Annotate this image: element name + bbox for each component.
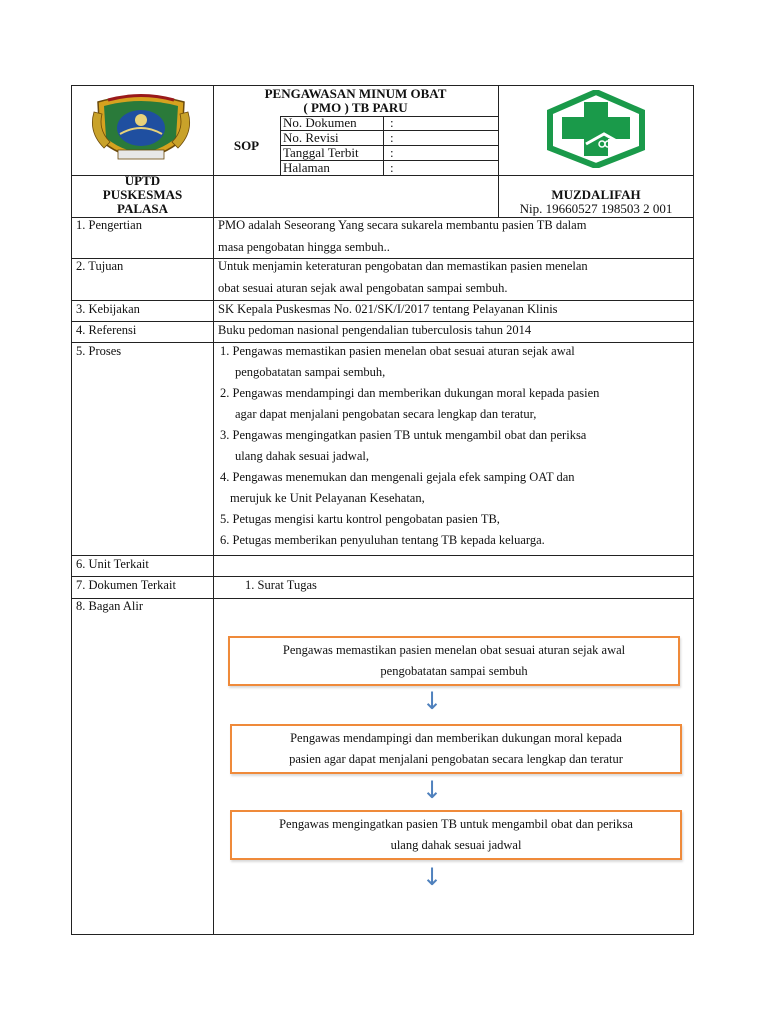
proses-line: 5. Petugas mengisi kartu kontrol pengobatan pasien TB,: [220, 512, 500, 526]
field-no-revisi-sep: :: [390, 130, 394, 145]
field-halaman-label: Halaman: [283, 160, 330, 175]
flow-step-1-line1: Pengawas memastikan pasien menelan obat sesuai aturan sejak awal: [282, 643, 626, 657]
flow-arrow-down-icon: ↓: [422, 863, 443, 891]
row-label-proses: 5. Proses: [76, 344, 122, 358]
org-line-puskesmas: PUSKESMAS: [102, 187, 183, 202]
regional-seal-logo: [90, 92, 192, 168]
flow-step-3-line1: Pengawas mengingatkan pasien TB untuk mengambil obat dan periksa: [279, 817, 633, 831]
proses-line: 1. Pengawas memastikan pasien menelan obat sesuai aturan sejak awal: [220, 344, 575, 358]
kebijakan-text: SK Kepala Puskesmas No. 021/SK/I/2017 tentang Pelayanan Klinis: [218, 302, 558, 316]
field-tanggal-terbit-sep: :: [390, 145, 394, 160]
signer-nip: Nip. 19660527 198503 2 001: [519, 201, 673, 216]
row-label-referensi: 4. Referensi: [76, 323, 137, 337]
proses-line: 6. Petugas memberikan penyuluhan tentang TB kepada keluarga.: [220, 533, 545, 547]
row-label-pengertian: 1. Pengertian: [76, 218, 142, 232]
row-label-tujuan: 2. Tujuan: [76, 259, 124, 273]
row-label-kebijakan: 3. Kebijakan: [76, 302, 140, 316]
flow-step-3-line2: ulang dahak sesuai jadwal: [390, 838, 522, 852]
document-title-line2: ( PMO ) TB PARU: [303, 100, 408, 115]
field-no-dokumen-sep: :: [390, 115, 394, 130]
flow-step-2-line2: pasien agar dapat menjalani pengobatan secara lengkap dan teratur: [289, 752, 623, 766]
document-title-line1: PENGAWASAN MINUM OBAT: [264, 86, 447, 101]
flow-step-1: [228, 636, 680, 686]
row-label-dokumen-terkait: 7. Dokumen Terkait: [76, 578, 176, 592]
flow-step-3: [230, 810, 682, 860]
field-halaman-sep: :: [390, 160, 394, 175]
field-no-revisi-label: No. Revisi: [283, 130, 339, 145]
signer-name: MUZDALIFAH: [551, 187, 641, 202]
proses-line: 4. Pengawas menemukan dan mengenali gejala efek samping OAT dan: [220, 470, 575, 484]
sop-document: [71, 85, 694, 935]
sop-label: SOP: [233, 138, 260, 153]
proses-line: 3. Pengawas mengingatkan pasien TB untuk mengambil obat dan periksa: [220, 428, 587, 442]
row-label-bagan-alir: 8. Bagan Alir: [76, 599, 144, 613]
tujuan-line1: Untuk menjamin keteraturan pengobatan dan memastikan pasien menelan: [218, 259, 588, 273]
proses-line: ulang dahak sesuai jadwal,: [235, 449, 369, 463]
flow-step-2: [230, 724, 682, 774]
row-label-unit-terkait: 6. Unit Terkait: [76, 557, 149, 571]
flow-arrow-down-icon: ↓: [422, 776, 443, 804]
flow-arrow-down-icon: ↓: [422, 687, 443, 715]
proses-line: pengobatatan sampai sembuh,: [235, 365, 386, 379]
proses-line: merujuk ke Unit Pelayanan Kesehatan,: [230, 491, 425, 505]
pengertian-line2: masa pengobatan hingga sembuh..: [218, 240, 390, 254]
org-line-uptd: UPTD: [124, 173, 161, 188]
field-no-dokumen-label: No. Dokumen: [283, 115, 357, 130]
org-line-palasa: PALASA: [116, 201, 169, 216]
dokumen-terkait-item: 1. Surat Tugas: [245, 578, 317, 592]
puskesmas-logo: [546, 90, 646, 168]
referensi-text: Buku pedoman nasional pengendalian tuberculosis tahun 2014: [218, 323, 532, 337]
proses-line: agar dapat menjalani pengobatan secara lengkap dan teratur,: [235, 407, 537, 421]
flow-step-2-line1: Pengawas mendampingi dan memberikan dukungan moral kepada: [290, 731, 622, 745]
tujuan-line2: obat sesuai aturan sejak awal pengobatan sampai sembuh.: [218, 281, 508, 295]
field-tanggal-terbit-label: Tanggal Terbit: [283, 145, 359, 160]
proses-line: 2. Pengawas mendampingi dan memberikan dukungan moral kepada pasien: [220, 386, 600, 400]
pengertian-line1: PMO adalah Seseorang Yang secara sukarela membantu pasien TB dalam: [218, 218, 587, 232]
flow-step-1-line2: pengobatatan sampai sembuh: [380, 664, 528, 678]
